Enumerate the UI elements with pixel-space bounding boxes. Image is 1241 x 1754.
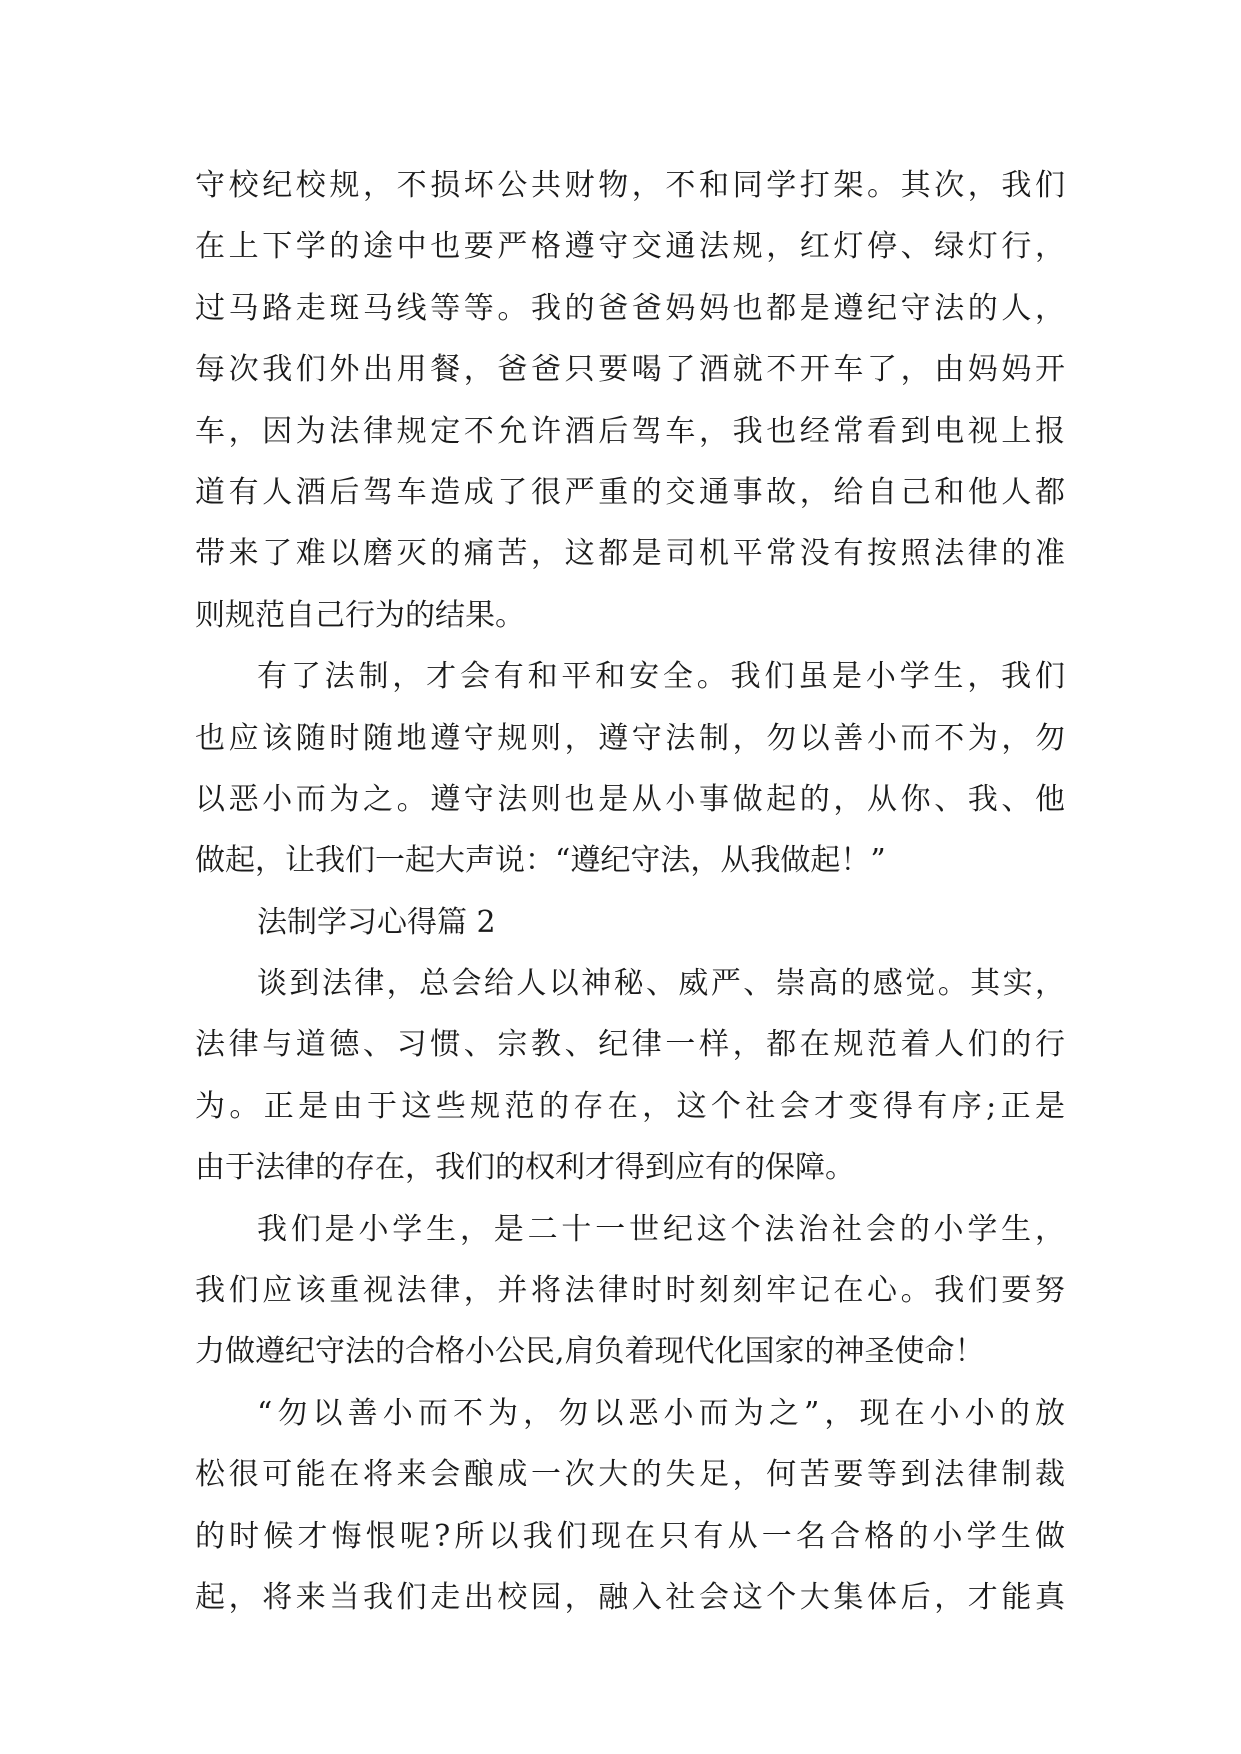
section-heading: 法制学习心得篇 2: [257, 904, 496, 940]
text-line: 道有人酒后驾车造成了很严重的交通事故，给自己和他人都: [195, 474, 1065, 510]
paragraph-first-line: “勿以善小而不为，勿以恶小而为之”，现在小小的放: [257, 1395, 1065, 1431]
text-line: 也应该随时随地遵守规则，遵守法制，勿以善小而不为，勿: [195, 720, 1065, 756]
text-line: 守校纪校规，不损坏公共财物，不和同学打架。其次，我们: [195, 168, 1065, 203]
text-line: 做起，让我们一起大声说：“遵纪守法，从我做起！”: [195, 843, 886, 879]
text-line: 由于法律的存在，我们的权利才得到应有的保障。: [195, 1150, 855, 1186]
paragraph-first-line: 谈到法律，总会给人以神秘、威严、崇高的感觉。其实，: [257, 966, 1065, 1002]
text-line: 力做遵纪守法的合格小公民,肩负着现代化国家的神圣使命！: [195, 1334, 985, 1370]
text-line: 带来了难以磨灭的痛苦，这都是司机平常没有按照法律的准: [195, 536, 1065, 572]
text-line: 在上下学的途中也要严格遵守交通法规，红灯停、绿灯行，: [195, 229, 1065, 265]
paragraph-first-line: 有了法制，才会有和平和安全。我们虽是小学生，我们: [257, 659, 1065, 695]
text-line: 以恶小而为之。遵守法则也是从小事做起的，从你、我、他: [195, 781, 1065, 817]
document-body: [195, 155, 1065, 1628]
text-line: 的时候才悔恨呢?所以我们现在只有从一名合格的小学生做: [195, 1518, 1065, 1554]
text-line: 起，将来当我们走出校园，融入社会这个大集体后，才能真: [195, 1579, 1065, 1615]
text-line: 车，因为法律规定不允许酒后驾车，我也经常看到电视上报: [195, 413, 1065, 449]
text-line: 则规范自己行为的结果。: [195, 597, 525, 633]
text-line: 法律与道德、习惯、宗教、纪律一样，都在规范着人们的行: [195, 1027, 1065, 1063]
paragraph-first-line: 我们是小学生，是二十一世纪这个法治社会的小学生，: [257, 1211, 1065, 1247]
text-line: 每次我们外出用餐，爸爸只要喝了酒就不开车了，由妈妈开: [195, 352, 1065, 388]
text-line: 为。正是由于这些规范的存在，这个社会才变得有序;正是: [195, 1088, 1065, 1124]
text-line: 过马路走斑马线等等。我的爸爸妈妈也都是遵纪守法的人，: [195, 290, 1065, 326]
text-line: 我们应该重视法律，并将法律时时刻刻牢记在心。我们要努: [195, 1273, 1065, 1309]
text-line: 松很可能在将来会酿成一次大的失足，何苦要等到法律制裁: [195, 1457, 1065, 1493]
